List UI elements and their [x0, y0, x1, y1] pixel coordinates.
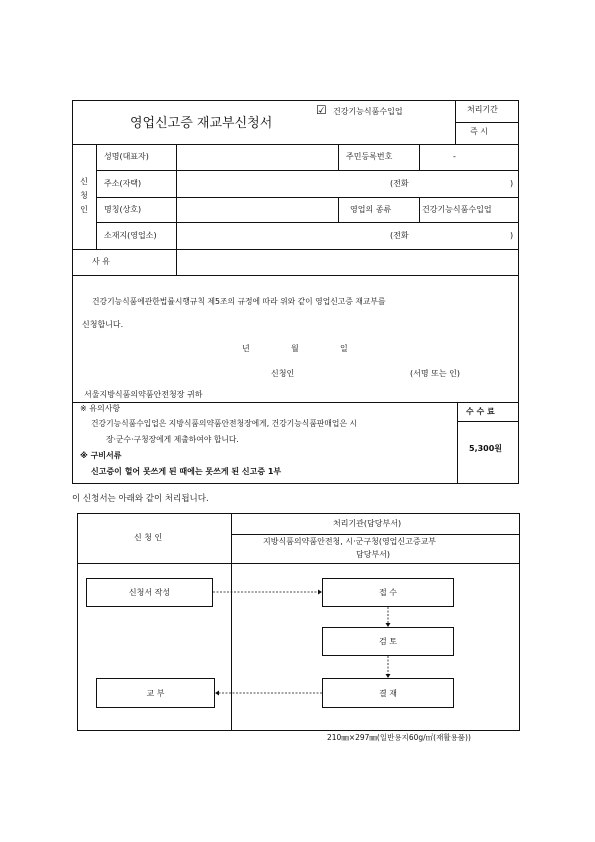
address-label: 주소(자택) [104, 179, 142, 188]
paper-spec: 210㎜×297㎜(일반용지60g/㎡(재활용품)) [327, 733, 471, 742]
form-title: 영업신고증 재교부신청서 [130, 116, 273, 131]
process-intro: 이 신청서는 아래와 같이 처리됩니다. [72, 494, 209, 504]
business-type-checked: 건강기능식품수입업 [333, 107, 403, 116]
caution-line2: 장·군수·구청장에게 제출하여야 합니다. [106, 435, 239, 444]
location-phone-label: (전화 [390, 231, 409, 240]
caution-line1: 건강기능식품수입업은 지방식품의약품안전청장에게, 건강기능식품판매업은 시 [91, 419, 357, 428]
caution-title: ※ 유의사항 [80, 404, 121, 413]
date-month: 월 [291, 344, 299, 353]
processing-period-value: 즉 시 [470, 127, 488, 136]
process-applicant-header: 신 청 인 [134, 533, 163, 542]
location-phone-close: ) [510, 231, 514, 240]
applicant-sign-label: 신청인 [271, 369, 295, 378]
documents-line1: 신고증이 헐어 못쓰게 된 때에는 못쓰게 된 신고증 1부 [91, 467, 282, 476]
documents-title: ※ 구비서류 [80, 451, 122, 460]
process-agency-detail-line2: 담당부서) [356, 550, 391, 559]
name-label: 성명(대표자) [104, 152, 149, 161]
business-kind-value: 건강기능식품수입업 [422, 205, 492, 214]
checkbox-icon[interactable]: ☑ [316, 103, 327, 117]
recipient: 서울지방식품의약품안전청장 귀하 [84, 390, 203, 399]
fee-label: 수 수 료 [466, 407, 495, 416]
statement-line1: 건강기능식품에관한법률시행규칙 제5조의 규정에 따라 위와 같이 영업신고증 재교부를 [92, 297, 386, 306]
reason-label: 사 유 [92, 257, 110, 266]
statement-line2: 신청합니다. [82, 320, 124, 329]
location-label: 소재지(영업소) [104, 231, 157, 240]
date-year: 년 [242, 344, 250, 353]
resident-number-dash: - [453, 152, 456, 161]
processing-period-label: 처리기간 [467, 105, 498, 114]
resident-number-label: 주민등록번호 [346, 152, 393, 161]
date-day: 일 [340, 344, 348, 353]
applicant-section-label: 신 청 인 [80, 177, 88, 214]
step-review-label: 검 토 [379, 637, 397, 646]
step-write-label: 신청서 작성 [128, 588, 171, 597]
step-decide-label: 결 재 [379, 688, 397, 698]
fee-value: 5,300원 [469, 444, 503, 453]
step-issue-label: 교 부 [146, 688, 165, 698]
process-agency-header: 처리기관(담당부서) [333, 519, 402, 528]
address-phone-close: ) [510, 179, 514, 188]
address-phone-label: (전화 [390, 179, 409, 188]
process-agency-detail-line1: 지방식품의약품안전청, 시·군구청(영업신고증교부 [263, 537, 437, 546]
business-kind-label: 영업의 종류 [350, 205, 392, 214]
signature-label: (서명 또는 인) [410, 369, 460, 378]
step-receive-label: 접 수 [379, 588, 397, 597]
business-name-label: 명칭(상호) [104, 205, 142, 214]
